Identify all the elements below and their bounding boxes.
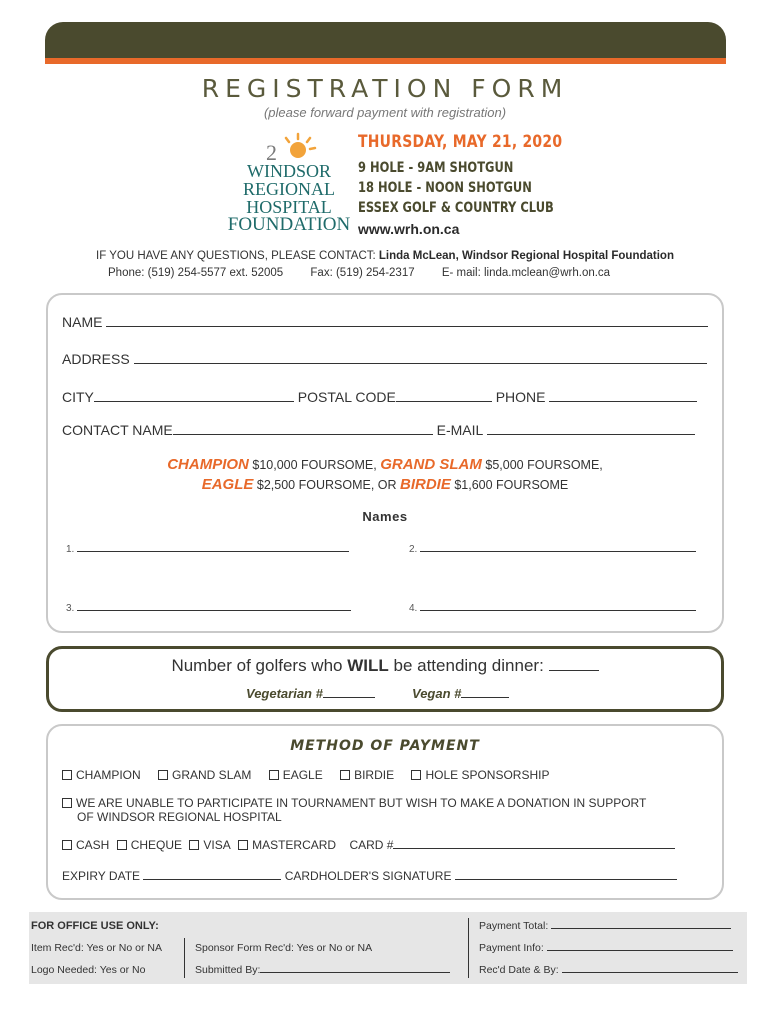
event-details <box>358 132 607 237</box>
golfer-name-3[interactable]: 3. <box>66 602 351 614</box>
contact-details <box>108 267 634 279</box>
contact-phone: Phone: (519) 254-5577 ext. 52005 <box>108 267 284 279</box>
svg-text:2: 2 <box>266 140 277 164</box>
logo-line-hospital: HOSPITAL <box>246 197 332 217</box>
level-grand-slam: GRAND SLAM <box>380 456 482 473</box>
option-eagle[interactable]: EAGLE <box>269 768 323 782</box>
dinner-attendance: Number of golfers who WILL be attending dinner: <box>0 656 770 676</box>
office-divider-2 <box>468 918 469 978</box>
vegetarian-field[interactable]: Vegetarian # <box>246 686 375 701</box>
address-field[interactable]: ADDRESS <box>62 351 707 367</box>
contact-name-input-line[interactable] <box>173 423 433 435</box>
checkbox-icon[interactable] <box>158 770 168 780</box>
checkbox-icon[interactable] <box>62 770 72 780</box>
city-input-line[interactable] <box>94 390 294 402</box>
sponsor-form-received: Sponsor Form Rec'd: Yes or No or NA <box>195 942 373 954</box>
checkbox-icon[interactable] <box>62 840 72 850</box>
sponsorship-levels-line1: CHAMPION $10,000 FOURSOME, GRAND SLAM $5,000 FOURSOME, <box>167 456 603 473</box>
office-divider-1 <box>184 938 185 978</box>
payment-methods-row: CASH CHEQUE VISA MASTERCARD CARD # <box>62 837 675 852</box>
signature-input-line[interactable] <box>455 868 677 880</box>
sponsorship-levels-line2: EAGLE $2,500 FOURSOME, OR BIRDIE $1,600 FOURSOME <box>201 476 569 493</box>
item-received: Item Rec'd: Yes or No or NA <box>31 942 162 954</box>
contact-email-row: CONTACT NAME E-MAIL <box>62 422 695 438</box>
received-date-by[interactable]: Rec'd Date & By: <box>479 964 738 976</box>
header-accent-stripe <box>45 58 726 64</box>
golfer-name-2[interactable]: 2. <box>409 543 696 555</box>
contact-intro: IF YOU HAVE ANY QUESTIONS, PLEASE CONTACT: Linda McLean, Windsor Regional Hospital Foundation <box>96 250 674 262</box>
event-9-hole: 9 HOLE - 9AM SHOTGUN <box>358 160 514 176</box>
payment-heading: METHOD OF PAYMENT <box>290 738 480 754</box>
header-banner <box>45 22 726 64</box>
contact-fax: Fax: (519) 254-2317 <box>310 267 415 279</box>
level-eagle: EAGLE <box>201 476 254 493</box>
foundation-logo <box>218 132 360 242</box>
payment-info[interactable]: Payment Info: <box>479 942 733 954</box>
logo-line-regional: REGIONAL <box>243 179 335 199</box>
option-birdie[interactable]: BIRDIE <box>340 768 394 782</box>
checkbox-icon[interactable] <box>238 840 248 850</box>
checkbox-icon[interactable] <box>340 770 350 780</box>
method-visa[interactable]: VISA <box>189 838 230 852</box>
option-champion[interactable]: CHAMPION <box>62 768 141 782</box>
office-title: FOR OFFICE USE ONLY: <box>31 920 159 932</box>
golfer-name-4[interactable]: 4. <box>409 602 696 614</box>
checkbox-icon[interactable] <box>189 840 199 850</box>
city-postal-phone-row: CITY POSTAL CODE PHONE <box>62 389 697 405</box>
checkbox-icon[interactable] <box>62 798 72 808</box>
payment-total[interactable]: Payment Total: <box>479 920 731 932</box>
logo-line-windsor: WINDSOR <box>247 161 331 181</box>
checkbox-icon[interactable] <box>117 840 127 850</box>
option-grand-slam[interactable]: GRAND SLAM <box>158 768 251 782</box>
vegan-field[interactable]: Vegan # <box>412 686 509 701</box>
checkbox-icon[interactable] <box>269 770 279 780</box>
contact-person: Linda McLean, Windsor Regional Hospital Foundation <box>378 250 674 262</box>
level-champion: CHAMPION <box>167 456 249 473</box>
level-birdie: BIRDIE <box>400 476 451 493</box>
contact-email[interactable]: E- mail: linda.mclean@wrh.on.ca <box>441 267 611 279</box>
form-subtitle: (please forward payment with registration) <box>263 105 507 120</box>
email-input-line[interactable] <box>487 423 695 435</box>
donation-option-line2: OF WINDSOR REGIONAL HOSPITAL <box>77 810 282 824</box>
event-18-hole: 18 HOLE - NOON SHOTGUN <box>358 180 532 196</box>
form-title: REGISTRATION FORM <box>201 74 569 103</box>
event-venue: ESSEX GOLF & COUNTRY CLUB <box>358 200 554 216</box>
method-mastercard[interactable]: MASTERCARD <box>238 838 336 852</box>
sun-rays-icon <box>262 132 322 164</box>
logo-line-foundation: FOUNDATION <box>227 214 351 235</box>
submitted-by[interactable]: Submitted By: <box>195 964 450 976</box>
expiry-date-input-line[interactable] <box>143 868 281 880</box>
office-use-panel <box>29 912 747 984</box>
expiry-signature-row: EXPIRY DATE CARDHOLDER'S SIGNATURE <box>62 868 677 883</box>
postal-code-input-line[interactable] <box>396 390 492 402</box>
method-cash[interactable]: CASH <box>62 838 109 852</box>
option-hole-sponsorship[interactable]: HOLE SPONSORSHIP <box>411 768 549 782</box>
sponsor-options-row <box>62 768 563 782</box>
website-link[interactable]: www.wrh.on.ca <box>358 221 460 237</box>
logo-needed: Logo Needed: Yes or No <box>31 964 146 976</box>
donation-option[interactable]: WE ARE UNABLE TO PARTICIPATE IN TOURNAMENT BUT WISH TO MAKE A DONATION IN SUPPORT <box>62 796 646 810</box>
names-heading: Names <box>362 509 408 524</box>
address-input-line[interactable] <box>134 352 707 364</box>
dinner-count-input-line[interactable] <box>549 657 599 671</box>
name-input-line[interactable] <box>106 315 708 327</box>
checkbox-icon[interactable] <box>411 770 421 780</box>
method-cheque[interactable]: CHEQUE <box>117 838 182 852</box>
name-field[interactable]: NAME <box>62 314 708 330</box>
card-number-input-line[interactable] <box>393 837 675 849</box>
phone-input-line[interactable] <box>549 390 697 402</box>
golfer-name-1[interactable]: 1. <box>66 543 349 555</box>
event-date: THURSDAY, MAY 21, 2020 <box>358 132 563 152</box>
